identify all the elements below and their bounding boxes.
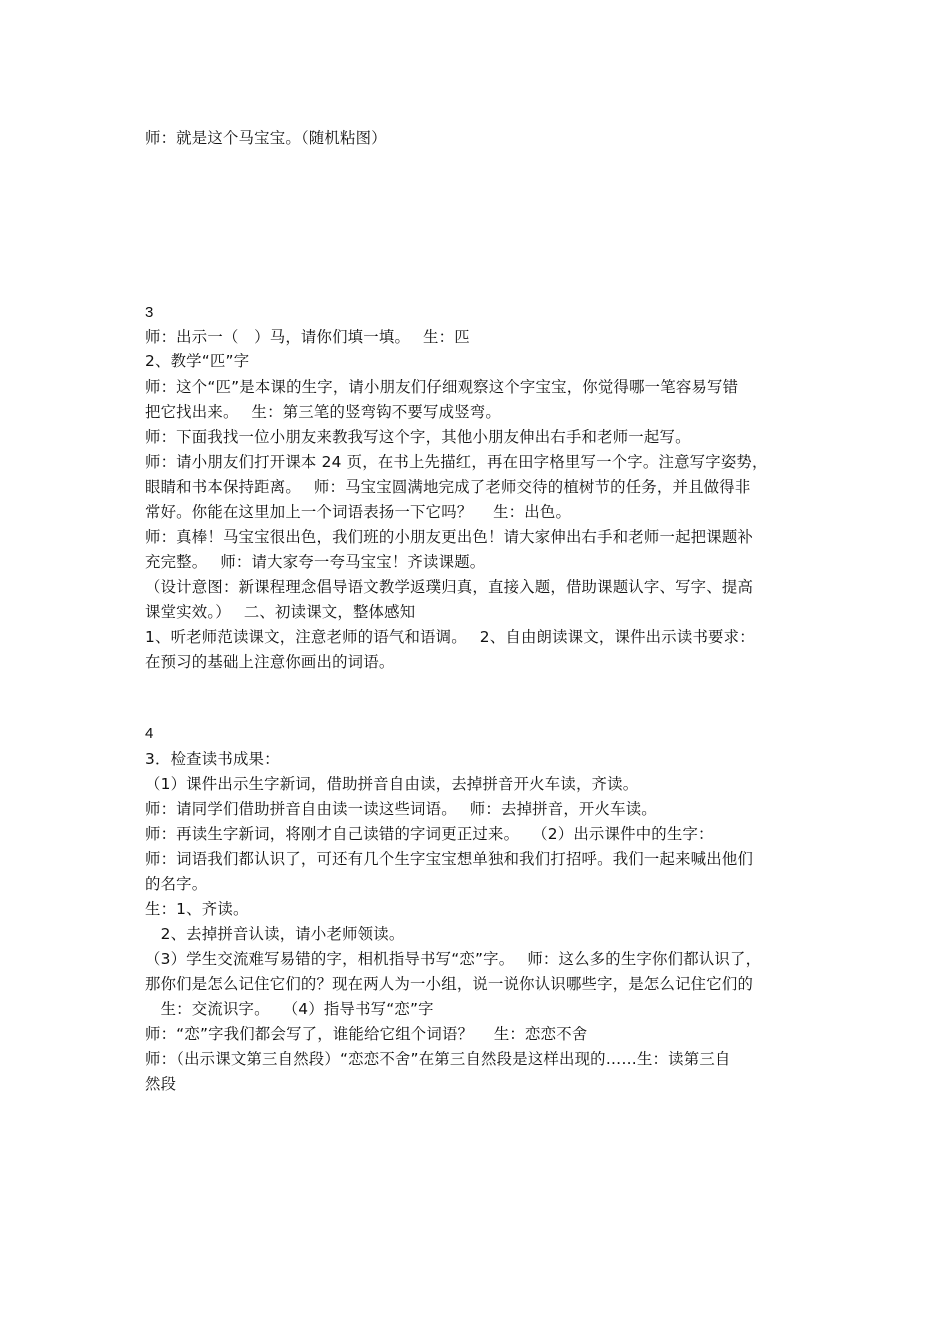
text-line: 充完整。 师：请大家夸一夸马宝宝！齐读课题。: [145, 553, 486, 571]
text-line: 那你们是怎么记住它们的？现在两人为一小组，说一说你认识哪些字，是怎么记住它们的: [145, 975, 754, 993]
text-line: 师：出示一（ ）马，请你们填一填。 生：匹: [145, 328, 470, 346]
page-number: 3: [145, 304, 154, 321]
text-line: 师：请小朋友们打开课本 24 页，在书上先描红，再在田字格里写一个字。注意写字姿势，: [145, 453, 768, 471]
text-line: 师：再读生字新词，将刚才自己读错的字词更正过来。 （2）出示课件中的生字：: [145, 825, 714, 843]
section-heading: 3．检查读书成果：: [145, 750, 280, 768]
text-line: 师：就是这个马宝宝。（随机粘图）: [145, 129, 387, 147]
text-line: （1）课件出示生字新词，借助拼音自由读，去掉拼音开火车读，齐读。: [145, 775, 639, 793]
text-line: 把它找出来。 生：第三笔的竖弯钩不要写成竖弯。: [145, 403, 501, 421]
text-line: （3）学生交流难写易错的字，相机指导书写“恋”字。 师：这么多的生字你们都认识了，: [145, 950, 762, 968]
text-line: （设计意图：新课程理念倡导语文教学返璞归真，直接入题，借助课题认字、写字、提高: [145, 578, 754, 596]
text-line: 师：词语我们都认识了，可还有几个生字宝宝想单独和我们打招呼。我们一起来喊出他们: [145, 850, 754, 868]
text-line: 常好。你能在这里加上一个词语表扬一下它吗？ 生：出色。: [145, 503, 572, 521]
section-heading: 2、教学“匹”字: [145, 352, 250, 370]
text-line: 师：下面我找一位小朋友来教我写这个字，其他小朋友伸出右手和老师一起写。: [145, 428, 691, 446]
text-line: 师：请同学们借助拼音自由读一读这些词语。 师：去掉拼音，开火车读。: [145, 800, 657, 818]
text-line: 生：交流识字。 （4）指导书写“恋”字: [145, 1000, 434, 1018]
text-line: 1、听老师范读课文，注意老师的语气和语调。 2、自由朗读课文，课件出示读书要求：: [145, 628, 755, 646]
text-line: 生：1、齐读。: [145, 900, 249, 918]
text-line: 师：（出示课文第三自然段）“恋恋不舍”在第三自然段是这样出现的……生：读第三自: [145, 1050, 731, 1068]
page-number: 4: [145, 725, 154, 742]
text-line: 然段: [145, 1075, 177, 1093]
text-line: 课堂实效。） 二、初读课文，整体感知: [145, 603, 416, 621]
text-line: 在预习的基础上注意你画出的词语。: [145, 653, 395, 671]
text-line: 师：真棒！马宝宝很出色，我们班的小朋友更出色！请大家伸出右手和老师一起把课题补: [145, 528, 754, 546]
text-line: 师：这个“匹”是本课的生字，请小朋友们仔细观察这个字宝宝，你觉得哪一笔容易写错: [145, 378, 739, 396]
text-line: 师：“恋”字我们都会写了，谁能给它组个词语？ 生：恋恋不舍: [145, 1025, 588, 1043]
text-line: 眼睛和书本保持距离。 师：马宝宝圆满地完成了老师交待的植树节的任务，并且做得非: [145, 478, 751, 496]
text-line: 2、去掉拼音认读，请小老师领读。: [145, 925, 405, 943]
text-line: 的名字。: [145, 875, 208, 893]
